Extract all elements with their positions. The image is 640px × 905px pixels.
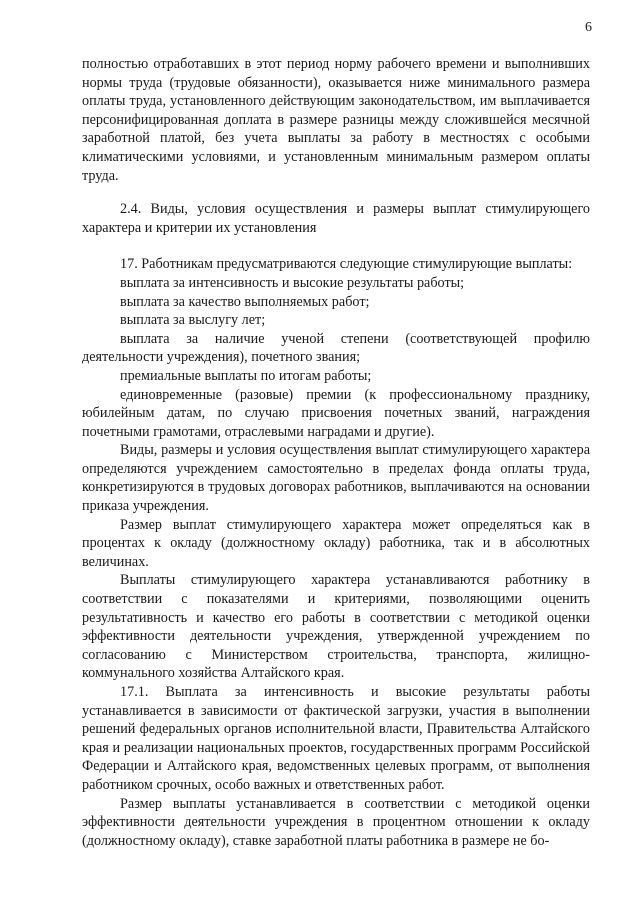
- payment-item: выплата за наличие ученой степени (соответствующей профилю деятельности учреждения), почетного звания;: [82, 330, 590, 366]
- document-body: [82, 55, 590, 850]
- payment-item: выплата за интенсивность и высокие результаты работы;: [120, 274, 465, 291]
- criteria-paragraph: Выплаты стимулирующего характера устанавливаются работнику в соответствии с показателями и критериями, позволяющими оценить результативность и качество его работы в соответствии с методикой оценки эффективности деятельности учреждения, утвержденной учреждением по согласованию с Министерством строительства, транспорта, жилищно-коммунального хозяйства Алтайского края.: [82, 572, 590, 682]
- payment-item: премиальные выплаты по итогам работы;: [120, 367, 372, 384]
- item-17-lead: 17. Работникам предусматриваются следующие стимулирующие выплаты:: [120, 256, 573, 273]
- payment-item: единовременные (разовые) премии (к профессиональному празднику, юбилейным датам, по случаю присвоения почетных званий, награждения почетными грамотами, отраслевыми наградами и другие).: [82, 386, 590, 440]
- payment-item: выплата за качество выполняемых работ;: [120, 293, 370, 310]
- amount-paragraph: Размер выплат стимулирующего характера может определяться как в процентах к окладу (должностному окладу) работника, так и в абсолютных величинах.: [82, 516, 590, 570]
- item-17-1-paragraph: 17.1. Выплата за интенсивность и высокие результаты работы устанавливается в зависимости от фактической загрузки, участия в выполнении решений федеральных органов исполнительной власти, Правительства Алтайского края и реализации национальных проектов, государственных программ Российской Федерации и Алтайского края, ведомственных целевых программ, от выполнения работником срочных, особо важных и ответственных работ.: [82, 684, 590, 793]
- page-number: 6: [585, 20, 592, 35]
- final-paragraph: Размер выплаты устанавливается в соответствии с методикой оценки эффективности деятельности учреждения в процентном отношении к окладу (должностному окладу), ставке заработной платы работника в размере не бо-: [82, 795, 590, 849]
- types-paragraph: Виды, размеры и условия осуществления выплат стимулирующего характера определяются учреждением самостоятельно в пределах фонда оплаты труда, конкретизируются в трудовых договорах работников, выплачиваются на основании приказа учреждения.: [82, 442, 590, 515]
- payment-item: выплата за выслугу лет;: [120, 312, 266, 329]
- section-heading: 2.4. Виды, условия осуществления и размеры выплат стимулирующего характера и критерии их установления: [82, 201, 590, 236]
- intro-paragraph: полностью отработавших в этот период норму рабочего времени и выполнивших нормы труда (трудовые обязанности), оказывается ниже минимального размера оплаты труда, установленного действующим законодательством, им выплачивается персонифицированная доплата в размере разницы между сложившейся месячной заработной платой, без учета выплаты за работу в местностях с особыми климатическими условиями, и установленным минимальным размером оплаты труда.: [82, 56, 590, 184]
